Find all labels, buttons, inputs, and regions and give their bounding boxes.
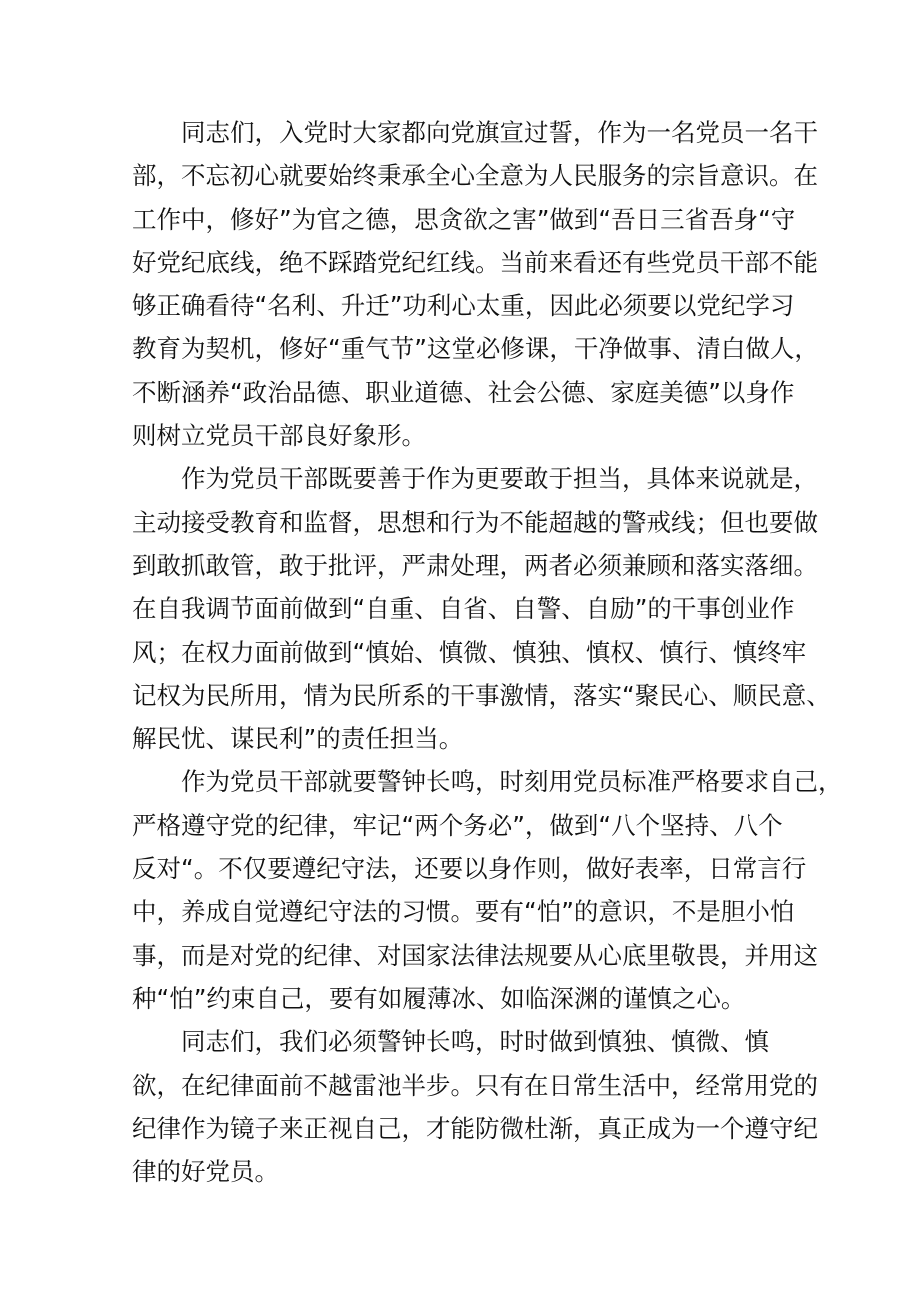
text-line: 解民忧、谋民利”的责任担当。 [132,724,464,754]
text-line: 作为党员干部就要警钟长鸣，时刻用党员标准严格要求自己， [181,767,843,797]
text-line: 反对“。不仅要遵纪守法，还要以身作则，做好表率，日常言行 [132,854,807,884]
text-line: 记权为民所用，情为民所系的干事激情，落实“聚民心、顺民意、 [132,680,831,710]
text-line: 主动接受教育和监督，思想和行为不能超越的警戒线；但也要做 [132,507,818,537]
text-line: 纪律作为镜子来正视自己，才能防微杜渐，真正成为一个遵守纪 [132,1113,818,1143]
paragraph-3 [132,760,843,1020]
text-line: 严格遵守党的纪律，牢记“两个务必”，做到“八个坚持、八个 [132,810,783,840]
text-line: 种“怕”约束自己，要有如履薄冰、如临深渊的谨慎之心。 [132,983,746,1013]
text-line: 够正确看待“名利、升迁”功利心太重，因此必须要以党纪学习 [132,291,795,321]
text-line: 同志们，我们必须警钟长鸣，时时做到慎独、慎微、慎 [181,1027,769,1057]
text-line: 好党纪底线，绝不踩踏党纪红线。当前来看还有些党员干部不能 [132,247,818,277]
text-line: 教育为契机，修好“重气节”这堂必修课，干净做事、清白做人， [132,334,819,364]
text-line: 到敢抓敢管，敢于批评，严肃处理，两者必须兼顾和落实落细。 [132,550,818,580]
text-line: 在自我调节面前做到“自重、自省、自警、自励”的干事创业作 [132,594,795,624]
text-line: 事，而是对党的纪律、对国家法律法规要从心底里敬畏，并用这 [132,940,818,970]
text-line: 部，不忘初心就要始终秉承全心全意为人民服务的宗旨意识。在 [132,161,818,191]
text-line: 中，养成自觉遵纪守法的习惯。要有“怕”的意识，不是胆小怕 [132,897,795,927]
text-line: 工作中，修好”为官之德，思贪欲之害”做到“吾日三省吾身“守 [132,204,796,234]
text-line: 同志们，入党时大家都向党旗宣过誓，作为一名党员一名干 [181,118,818,147]
paragraph-1 [132,111,822,457]
paragraph-4 [132,1020,822,1193]
text-line: 风；在权力面前做到“慎始、慎微、慎独、慎权、慎行、慎终牢 [132,637,807,667]
text-line: 律的好党员。 [132,1157,279,1187]
text-line: 则树立党员干部良好象形。 [132,421,426,451]
document-body [132,111,843,1193]
paragraph-2 [132,457,831,760]
text-line: 欲，在纪律面前不越雷池半步。只有在日常生活中，经常用党的 [132,1070,818,1100]
text-line: 作为党员干部既要善于作为更要敢于担当，具体来说就是， [181,464,818,494]
text-line: 不断涵养“政治品德、职业道德、社会公德、家庭美德”以身作 [132,377,795,407]
